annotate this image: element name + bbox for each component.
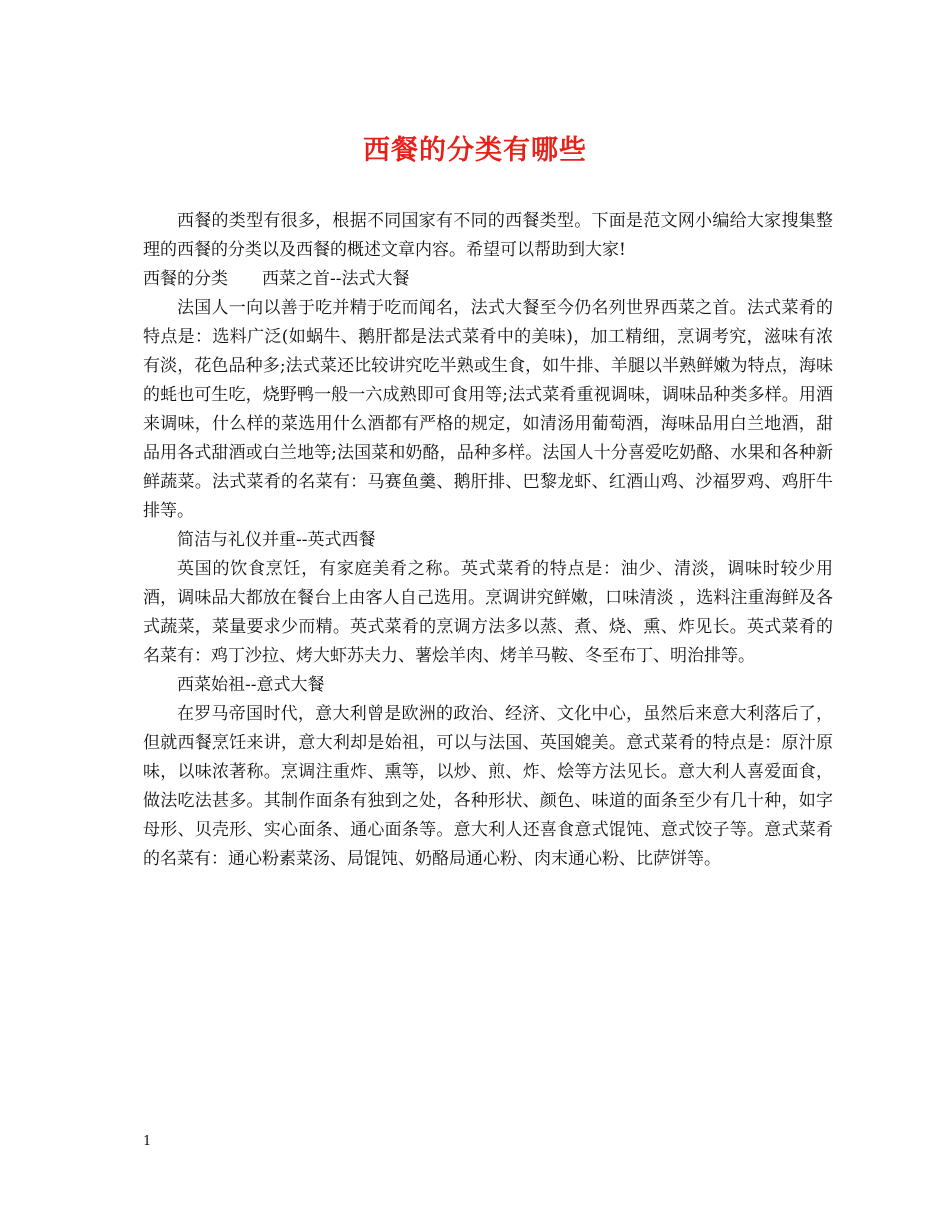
english-paragraph: 英国的饮食烹饪，有家庭美肴之称。英式菜肴的特点是：油少、清淡，调味时较少用酒，调味品大都放在餐台上由客人自己选用。烹调讲究鲜嫩，口味清淡 ，选料注重海鲜及各式蔬菜，菜量要求少而精。英式菜肴的烹调方法多以蒸、煮、烧、熏、炸见长。英式菜肴的名菜有：鸡丁沙拉、烤大虾苏夫力、薯烩羊肉、烤羊马鞍、冬至布丁、明治排等。 bbox=[143, 559, 833, 666]
english-heading: 简洁与礼仪并重--英式西餐 bbox=[177, 530, 376, 550]
italian-heading: 西菜始祖--意式大餐 bbox=[177, 675, 325, 695]
italian-paragraph: 在罗马帝国时代，意大利曾是欧洲的政治、经济、文化中心，虽然后来意大利落后了，但就西餐烹饪来讲，意大利却是始祖，可以与法国、英国媲美。意式菜肴的特点是：原汁原味，以味浓著称。烹调注重炸、熏等，以炒、煎、炸、烩等方法见长。意大利人喜爱面食，做法吃法甚多。其制作面条有独到之处，各种形状、颜色、味道的面条至少有几十种，如字母形、贝壳形、实心面条、通心面条等。意大利人还喜食意式馄饨、意式饺子等。意式菜肴的名菜有：通心粉素菜汤、局馄饨、奶酪局通心粉、肉末通心粉、比萨饼等。 bbox=[143, 704, 833, 869]
intro-paragraph: 西餐的类型有很多，根据不同国家有不同的西餐类型。下面是范文网小编给大家搜集整理的西餐的分类以及西餐的概述文章内容。希望可以帮助到大家! bbox=[143, 211, 833, 260]
section-label: 西餐的分类 西菜之首--法式大餐 bbox=[143, 269, 410, 289]
document-title: 西餐的分类有哪些 bbox=[363, 135, 587, 166]
page-number: 1 bbox=[143, 1134, 152, 1149]
french-paragraph: 法国人一向以善于吃并精于吃而闻名，法式大餐至今仍名列世界西菜之首。法式菜肴的特点是：选料广泛(如蜗牛、鹅肝都是法式菜肴中的美味)，加工精细，烹调考究，滋味有浓有淡，花色品种多;法式菜还比较讲究吃半熟或生食，如牛排、羊腿以半熟鲜嫩为特点，海味的蚝也可生吃，烧野鸭一般一六成熟即可食用等;法式菜肴重视调味，调味品种类多样。用酒来调味，什么样的菜选用什么酒都有严格的规定，如清汤用葡萄酒，海味品用白兰地酒，甜品用各式甜酒或白兰地等;法国菜和奶酪，品种多样。法国人十分喜爱吃奶酪、水果和各种新鲜蔬菜。法式菜肴的名菜有：马赛鱼羹、鹅肝排、巴黎龙虾、红酒山鸡、沙福罗鸡、鸡肝牛排等。 bbox=[143, 298, 833, 521]
document-body bbox=[143, 207, 833, 874]
